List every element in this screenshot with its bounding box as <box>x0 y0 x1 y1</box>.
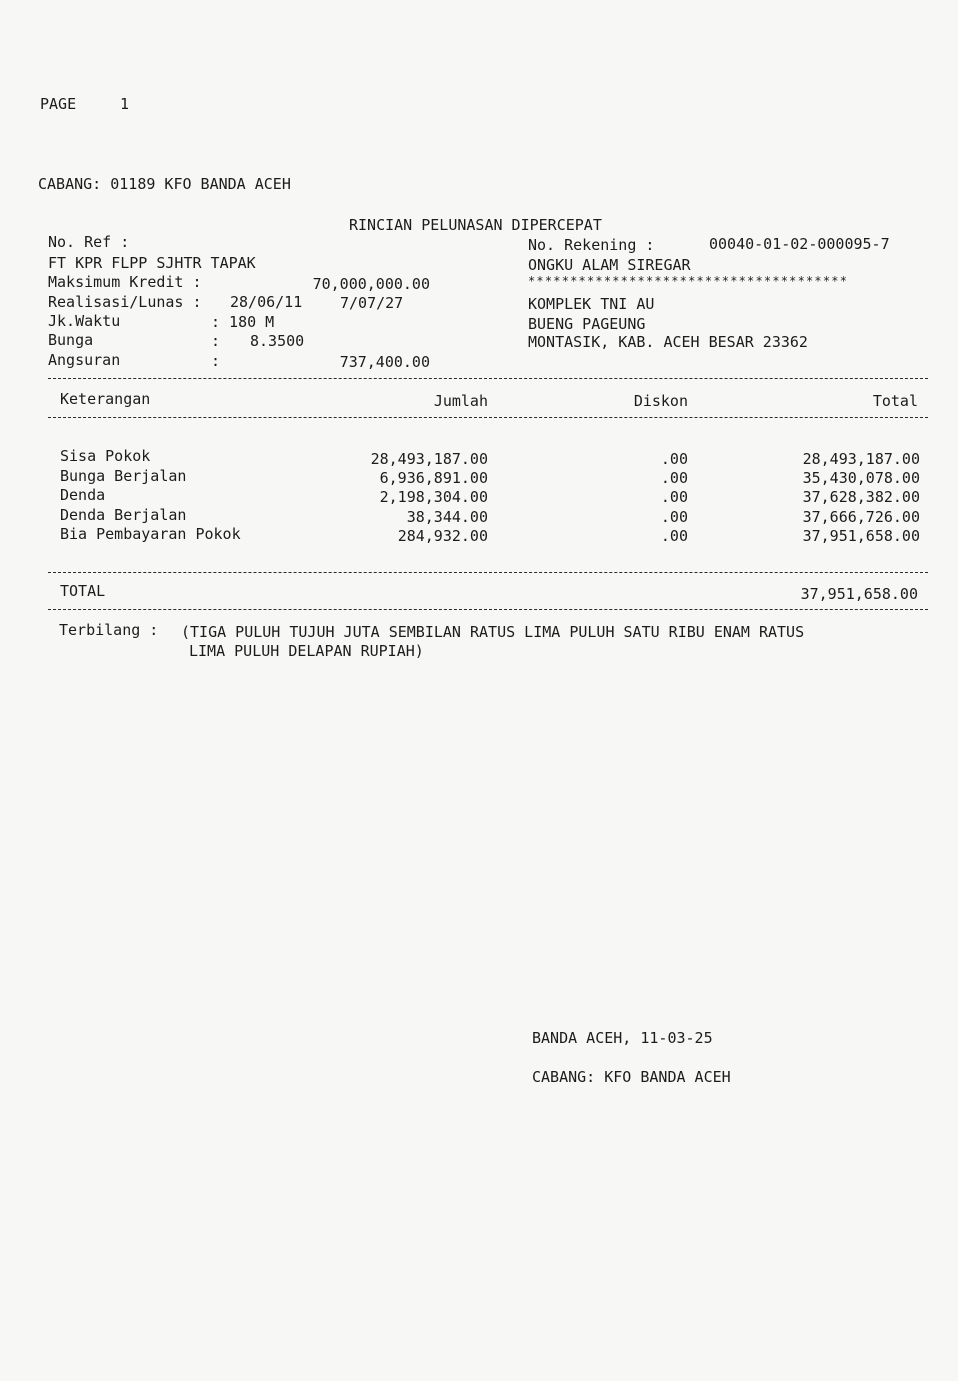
row-jumlah: 6,936,891.00 <box>379 469 488 487</box>
branch-header: CABANG: 01189 KFO BANDA ACEH <box>38 175 291 193</box>
terbilang-line-1: (TIGA PULUH TUJUH JUTA SEMBILAN RATUS LIMA PULUH SATU RIBU ENAM RATUS <box>181 623 805 641</box>
realisasi-label: Realisasi/Lunas : <box>48 293 202 311</box>
bunga-label: Bunga <box>48 331 94 349</box>
row-diskon: .00 <box>660 508 688 526</box>
jk-waktu-label: Jk.Waktu <box>48 312 121 330</box>
row-total: 37,666,726.00 <box>802 508 920 526</box>
row-keterangan: Bunga Berjalan <box>60 467 187 485</box>
row-keterangan: Denda Berjalan <box>60 506 187 524</box>
total-bottom-divider <box>48 609 928 610</box>
address-line-2: BUENG PAGEUNG <box>528 315 646 333</box>
row-keterangan: Denda <box>60 486 106 504</box>
row-total: 37,951,658.00 <box>802 527 920 545</box>
row-total: 35,430,078.00 <box>802 469 920 487</box>
document-title: RINCIAN PELUNASAN DIPERCEPAT <box>349 216 602 234</box>
header-jumlah: Jumlah <box>433 392 488 410</box>
table-top-divider <box>48 378 928 379</box>
row-total: 28,493,187.00 <box>802 450 920 468</box>
row-diskon: .00 <box>660 527 688 545</box>
row-diskon: .00 <box>660 488 688 506</box>
angsuran-label: Angsuran <box>48 351 121 369</box>
row-jumlah: 284,932.00 <box>397 527 488 545</box>
row-keterangan: Bia Pembayaran Pokok <box>60 525 241 543</box>
page-number: 1 <box>120 95 130 113</box>
row-diskon: .00 <box>660 469 688 487</box>
star-separator: ************************************** <box>528 274 849 288</box>
row-jumlah: 2,198,304.00 <box>379 488 488 506</box>
product-name: FT KPR FLPP SJHTR TAPAK <box>48 254 256 272</box>
total-top-divider <box>48 572 928 573</box>
place-date: BANDA ACEH, 11-03-25 <box>532 1029 713 1047</box>
row-diskon: .00 <box>660 450 688 468</box>
header-diskon: Diskon <box>633 392 688 410</box>
row-total: 37,628,382.00 <box>802 488 920 506</box>
lunas-date: 7/07/27 <box>340 294 404 312</box>
terbilang-line-2: LIMA PULUH DELAPAN RUPIAH) <box>189 642 424 660</box>
no-ref-label: No. Ref : <box>48 233 130 251</box>
address-line-1: KOMPLEK TNI AU <box>528 295 655 313</box>
angsuran-colon: : <box>211 352 221 370</box>
header-divider <box>48 417 928 418</box>
row-jumlah: 28,493,187.00 <box>370 450 488 468</box>
header-total: Total <box>872 392 918 410</box>
address-line-3: MONTASIK, KAB. ACEH BESAR 23362 <box>528 333 808 351</box>
total-value: 37,951,658.00 <box>800 585 918 603</box>
bunga-value: 8.3500 <box>250 332 305 350</box>
page-label: PAGE <box>40 95 77 113</box>
footer-branch: CABANG: KFO BANDA ACEH <box>532 1068 731 1086</box>
angsuran-value: 737,400.00 <box>339 353 430 371</box>
customer-name: ONGKU ALAM SIREGAR <box>528 256 691 274</box>
terbilang-label: Terbilang : <box>59 621 159 639</box>
rekening-label: No. Rekening : <box>528 236 655 254</box>
row-keterangan: Sisa Pokok <box>60 447 151 465</box>
total-label: TOTAL <box>60 582 106 600</box>
maks-kredit-value: 70,000,000.00 <box>312 275 430 293</box>
realisasi-date: 28/06/11 <box>230 293 303 311</box>
row-jumlah: 38,344.00 <box>406 508 488 526</box>
bunga-colon: : <box>211 332 221 350</box>
header-keterangan: Keterangan <box>60 390 151 408</box>
jk-waktu-value: : 180 M <box>211 313 275 331</box>
rekening-value: 00040-01-02-000095-7 <box>709 235 890 253</box>
maks-kredit-label: Maksimum Kredit : <box>48 273 202 291</box>
